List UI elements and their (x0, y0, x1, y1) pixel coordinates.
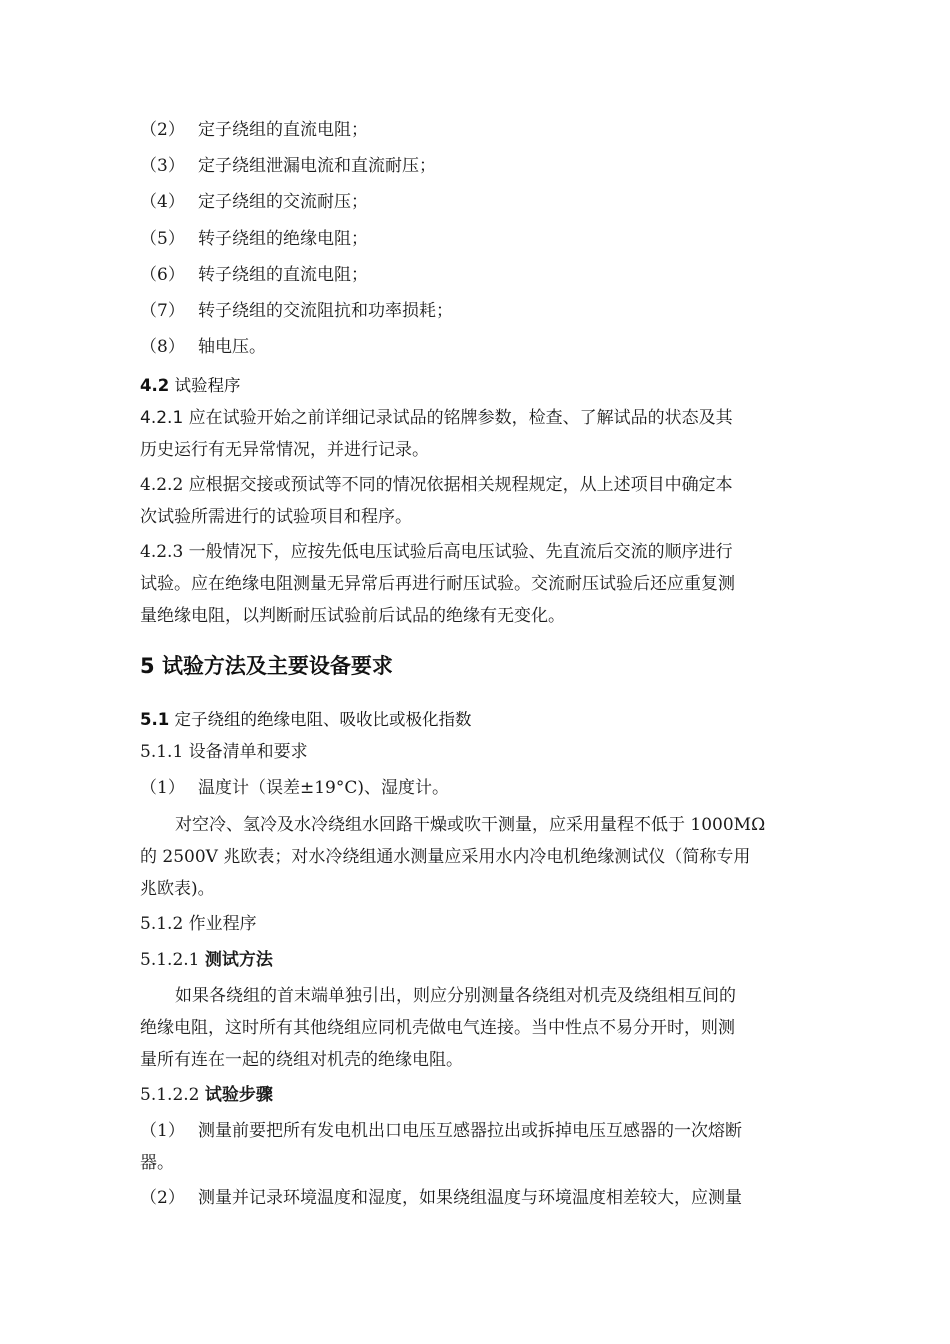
paragraph-4-2-3-line: 4.2.3 一般情况下，应按先低电压试验后高电压试验、先直流后交流的顺序进行 (140, 542, 733, 562)
list-item: （5） 转子绕组的绝缘电阻； (140, 229, 368, 249)
list-item-continuation: 器。 (140, 1153, 174, 1173)
section-heading-4-2: 4.2 试验程序 (140, 376, 241, 395)
paragraph-4-2-2-line: 4.2.2 应根据交接或预试等不同的情况依据相关规程规定，从上述项目中确定本 (140, 475, 733, 495)
list-item: （2） 测量并记录环境温度和湿度，如果绕组温度与环境温度相差较大，应测量 (140, 1188, 742, 1208)
paragraph-4-2-2-line: 次试验所需进行的试验项目和程序。 (140, 507, 412, 527)
paragraph-4-2-3-line: 量绝缘电阻，以判断耐压试验前后试品的绝缘有无变化。 (140, 606, 565, 626)
list-item: （6） 转子绕组的直流电阻； (140, 265, 368, 285)
subsection-5-1-2-1: 5.1.2.1 测试方法 (140, 950, 273, 970)
list-item: （8） 轴电压。 (140, 337, 266, 357)
paragraph-line: 兆欧表)。 (140, 879, 215, 899)
subsection-5-1-1: 5.1.1 设备清单和要求 (140, 742, 308, 762)
paragraph-4-2-1-line: 4.2.1 应在试验开始之前详细记录试品的铭牌参数，检查、了解试品的状态及其 (140, 408, 733, 428)
section-heading-5-1: 5.1 定子绕组的绝缘电阻、吸收比或极化指数 (140, 710, 472, 729)
paragraph-line: 量所有连在一起的绕组对机壳的绝缘电阻。 (140, 1050, 463, 1070)
list-item: （1） 测量前要把所有发电机出口电压互感器拉出或拆掉电压互感器的一次熔断 (140, 1121, 742, 1141)
list-item: （4） 定子绕组的交流耐压； (140, 192, 368, 212)
paragraph-4-2-3-line: 试验。应在绝缘电阻测量无异常后再进行耐压试验。交流耐压试验后还应重复测 (140, 574, 735, 594)
subsection-5-1-2: 5.1.2 作业程序 (140, 914, 257, 934)
list-item: （2） 定子绕组的直流电阻； (140, 120, 368, 140)
list-item: （1） 温度计（误差±19°C)、湿度计。 (140, 778, 450, 798)
paragraph-line: 的 2500V 兆欧表；对水冷绕组通水测量应采用水内冷电机绝缘测试仪（简称专用 (140, 847, 751, 867)
list-item: （3） 定子绕组泄漏电流和直流耐压； (140, 156, 436, 176)
subsection-5-1-2-2: 5.1.2.2 试验步骤 (140, 1085, 273, 1105)
list-item: （7） 转子绕组的交流阻抗和功率损耗； (140, 301, 453, 321)
paragraph-4-2-1-line: 历史运行有无异常情况，并进行记录。 (140, 440, 429, 460)
paragraph-line: 绝缘电阻，这时所有其他绕组应同机壳做电气连接。当中性点不易分开时，则测 (140, 1018, 735, 1038)
section-heading-5: 5 试验方法及主要设备要求 (140, 654, 393, 678)
paragraph-line: 对空冷、氢冷及水冷绕组水回路干燥或吹干测量，应采用量程不低于 1000MΩ (175, 815, 766, 835)
paragraph-line: 如果各绕组的首末端单独引出，则应分别测量各绕组对机壳及绕组相互间的 (175, 986, 736, 1006)
